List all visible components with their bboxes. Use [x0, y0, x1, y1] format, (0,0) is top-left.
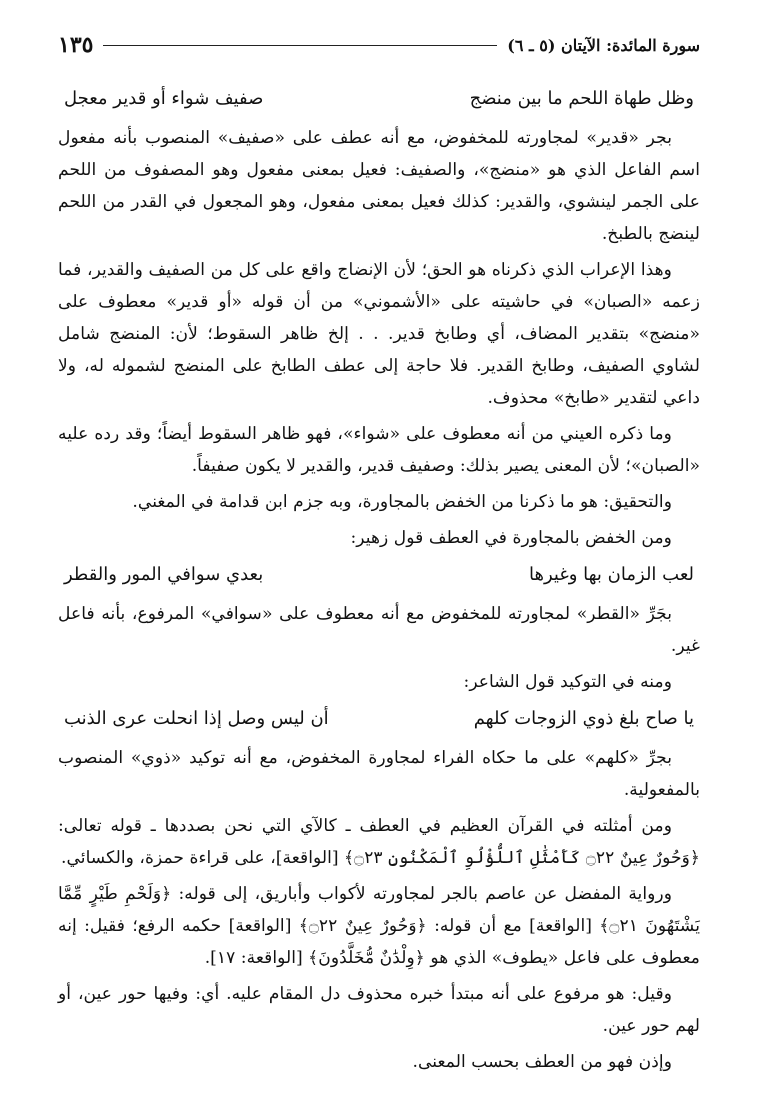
verse-second-hemistich: صفيف شواء أو قدير معجل — [64, 88, 264, 109]
body-paragraph: والتحقيق: هو ما ذكرنا من الخفض بالمجاورة، وبه جزم ابن قدامة في المغني. — [132, 492, 672, 512]
body-paragraph: وما ذكره العيني من أنه معطوف على «شواء»، فهو ظاهر السقوط أيضاً؛ وقد رده عليه «الصبان»؛ لأن المعنى يصير بذلك: وصفيف قدير، والقدير لا يكون صفيفاً. — [58, 424, 700, 476]
verse-second-hemistich: بعدي سوافي المور والقطر — [64, 564, 264, 585]
page-body — [58, 82, 700, 1078]
poetry-verse — [58, 558, 700, 592]
body-paragraph: ورواية المفضل عن عاصم بالجر لمجاورته لأكواب وأباريق، إلى قوله: ﴿وَلَحْمِ طَيْرٍ مِّمَّا يَشْتَهُونَ ۝٢١﴾ [الواقعة] مع أن قوله: ﴿وَحُورٌ عِينٌ ۝٢٢﴾ [الواقعة] حكمه الرفع؛ فقيل: إنه معطوف على فاعل «يطوف» الذي هو ﴿وِلْدَٰنٌ مُّخَلَّدُونَ﴾ [الواقعة: ١٧]. — [58, 884, 700, 968]
verse-first-hemistich: لعب الزمان بها وغيرها — [528, 564, 694, 585]
poetry-verse — [58, 702, 700, 736]
body-paragraph: ومن أمثلته في القرآن العظيم في العطف ـ كالآي التي نحن بصددها ـ قوله تعالى: ﴿وَحُورٌ عِينٌ ۝٢٢ كَأَمْثَٰلِ ٱللُّؤْلُوِ ٱلْمَكْنُونِ ۝٢٣﴾ [الواقعة]، على قراءة حمزة، والكسائي. — [58, 816, 700, 868]
body-paragraph: وإذن فهو من العطف بحسب المعنى. — [412, 1052, 672, 1072]
body-paragraph: بجَرِّ «القطر» لمجاورته للمخفوض مع أنه معطوف على «سوافي» المرفوع، بأنه فاعل غير. — [58, 604, 700, 656]
header-title: سورة المائدة: الآيتان (٥ ـ ٦) — [507, 35, 700, 55]
body-paragraph: وهذا الإعراب الذي ذكرناه هو الحق؛ لأن الإنضاج واقع على كل من الصفيف والقدير، فما زعمه «الصبان» في حاشيته على «الأشموني» من أن قوله «أو قدير» معطوف على «منضج» بتقدير المضاف، أي وطابخ قدير. . . إلخ ظاهر السقوط؛ لأن: المنضج شامل لشاوي الصفيف، وطابخ القدير. فلا حاجة إلى عطف الطابخ على المنضج لشموله له، ولا داعي لتقدير «طابخ» محذوف. — [58, 260, 700, 408]
body-paragraph: ومن الخفض بالمجاورة في العطف قول زهير: — [350, 528, 672, 548]
body-paragraph: بجرِّ «كلهم» على ما حكاه الفراء لمجاورة المخفوض، مع أنه توكيد «ذوي» المنصوب بالمفعولية. — [58, 748, 700, 800]
verse-first-hemistich: وظل طهاة اللحم ما بين منضج — [469, 88, 694, 109]
verse-second-hemistich: أن ليس وصل إذا انحلت عرى الذنب — [64, 708, 329, 729]
page-number: ١٣٥ — [58, 32, 94, 58]
body-paragraph: ومنه في التوكيد قول الشاعر: — [463, 672, 672, 692]
poetry-verse — [58, 82, 700, 116]
running-header — [58, 30, 700, 60]
body-paragraph: بجر «قدير» لمجاورته للمخفوض، مع أنه عطف على «صفيف» المنصوب بأنه مفعول اسم الفاعل الذي هو «منضج»، والصفيف: فعيل بمعنى مفعول وهو المصفوف من اللحم على الجمر لينشوي، والقدير: كذلك فعيل بمعنى مفعول، وهو المجعول في القدر من اللحم لينضج بالطبخ. — [58, 128, 700, 244]
body-paragraph: وقيل: هو مرفوع على أنه مبتدأ خبره محذوف دل المقام عليه. أي: وفيها حور عين، أو لهم حور عين. — [58, 984, 700, 1036]
header-rule — [103, 45, 497, 46]
verse-first-hemistich: يا صاح بلغ ذوي الزوجات كلهم — [473, 708, 694, 729]
